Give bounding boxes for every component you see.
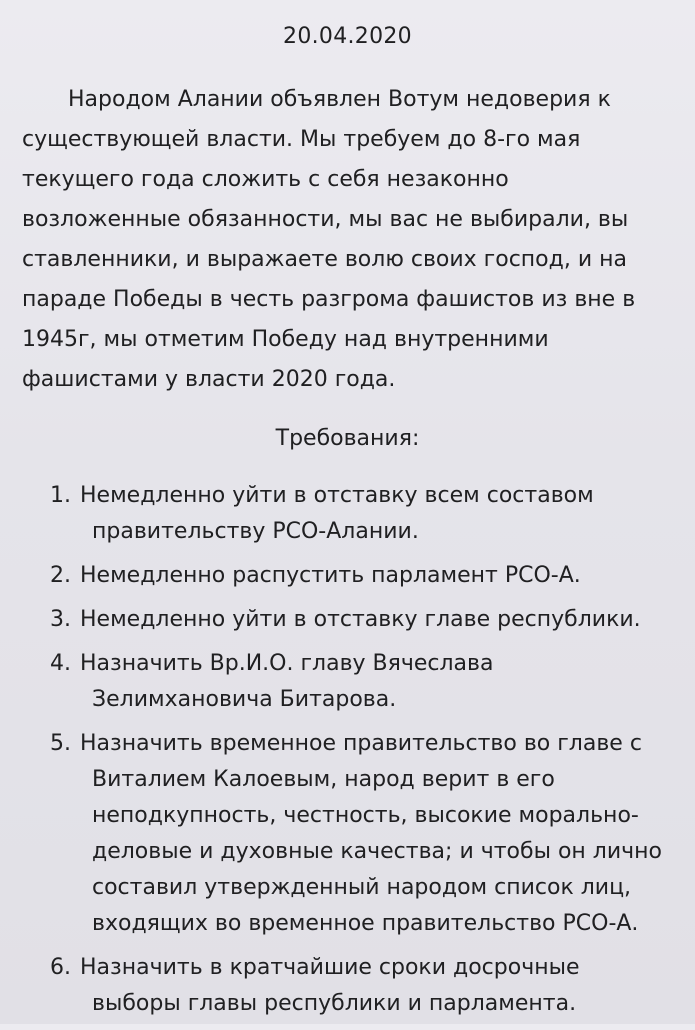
requirement-number: 2. bbox=[50, 563, 71, 588]
requirement-line: Немедленно распустить парламент РСО-А. bbox=[80, 563, 581, 588]
requirement-item bbox=[50, 558, 670, 594]
requirement-line: Зелимхановича Битарова. bbox=[92, 687, 397, 712]
paragraph-line: параде Победы в честь разгрома фашистов из вне в bbox=[22, 287, 636, 312]
requirements-heading: Требования: bbox=[275, 426, 420, 451]
paragraph-line: существующей власти. Мы требуем до 8-го мая bbox=[22, 127, 581, 152]
requirement-line: Назначить в кратчайшие сроки досрочные bbox=[80, 955, 580, 980]
requirement-line: Виталием Калоевым, народ верит в его bbox=[92, 767, 555, 792]
requirement-line: Назначить временное правительство во главе с bbox=[80, 731, 642, 756]
requirement-line: Немедленно уйти в отставку главе республики. bbox=[80, 607, 641, 632]
requirement-item bbox=[50, 478, 670, 550]
requirement-line: составил утвержденный народом список лиц, bbox=[92, 875, 632, 900]
requirement-line: неподкупность, честность, высокие морально- bbox=[92, 803, 639, 828]
paragraph-line: возложенные обязанности, мы вас не выбирали, вы bbox=[22, 207, 629, 232]
requirement-item bbox=[50, 950, 670, 1022]
requirement-line: Назначить Вр.И.О. главу Вячеслава bbox=[80, 651, 494, 676]
requirement-number: 1. bbox=[50, 483, 71, 508]
requirement-line: выборы главы республики и парламента. bbox=[92, 991, 577, 1016]
requirement-number: 3. bbox=[50, 607, 71, 632]
paragraph-line: Народом Алании объявлен Вотум недоверия к bbox=[68, 87, 611, 112]
requirement-line: деловые и духовные качества; и чтобы он лично bbox=[92, 839, 662, 864]
requirement-line: входящих во временное правительство РСО-А. bbox=[92, 911, 639, 936]
requirement-line: Немедленно уйти в отставку всем составом bbox=[80, 483, 594, 508]
requirement-number: 6. bbox=[50, 955, 71, 980]
requirement-line: правительству РСО-Алании. bbox=[92, 519, 419, 544]
requirement-item bbox=[50, 602, 670, 638]
requirement-number: 4. bbox=[50, 651, 71, 676]
requirement-number: 5. bbox=[50, 731, 71, 756]
requirement-item bbox=[50, 726, 670, 942]
document-date: 20.04.2020 bbox=[283, 24, 412, 49]
requirements-list bbox=[50, 478, 670, 1030]
paragraph-line: ставленники, и выражаете волю своих господ, и на bbox=[22, 247, 627, 272]
statement-paragraph bbox=[22, 80, 652, 400]
requirement-item bbox=[50, 646, 670, 718]
paragraph-line: текущего года сложить с себя незаконно bbox=[22, 167, 509, 192]
paragraph-line: 1945г, мы отметим Победу над внутренними bbox=[22, 327, 549, 352]
paragraph-line: фашистами у власти 2020 года. bbox=[22, 367, 396, 392]
